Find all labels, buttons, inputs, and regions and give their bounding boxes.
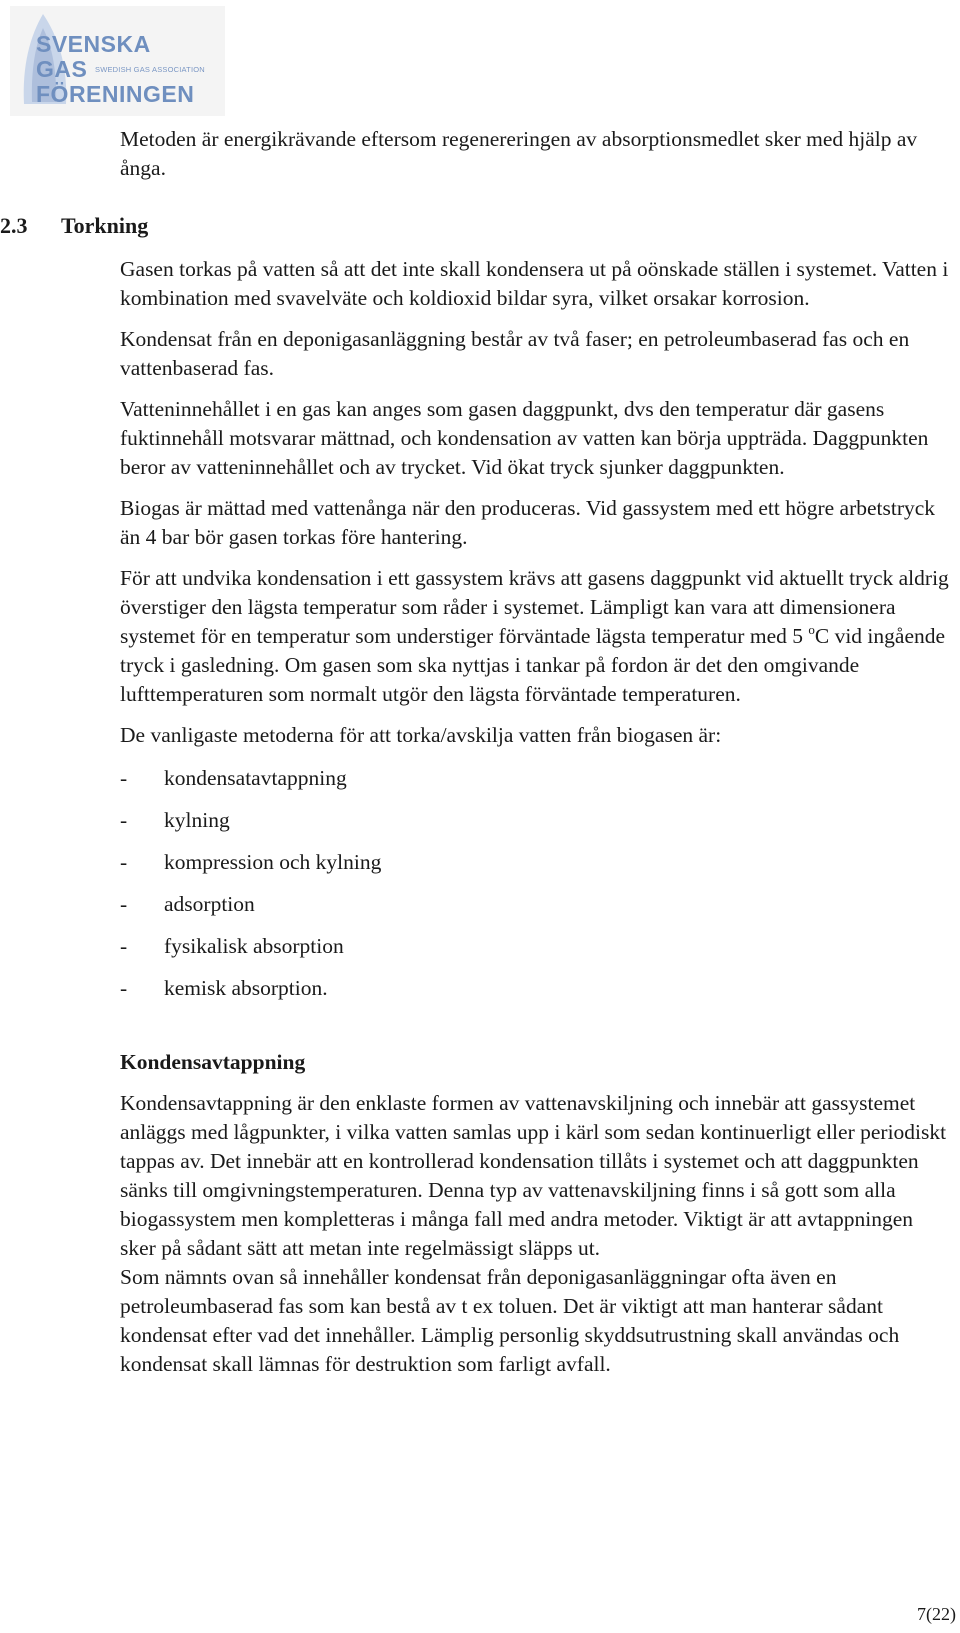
list-dash: - xyxy=(120,976,128,1000)
list-dash: - xyxy=(120,850,128,874)
list-item-text: adsorption xyxy=(164,892,255,916)
logo-line-2: GAS xyxy=(36,56,88,82)
methods-list xyxy=(120,764,950,1016)
list-item xyxy=(120,848,950,890)
temperature-paragraph xyxy=(120,564,950,709)
list-item xyxy=(120,764,950,806)
paragraph: Gasen torkas på vatten så att det inte skall kondensera ut på oönskade ställen i systemet. Vatten i kombination med svavelväte och koldioxid bildar syra, vilket orsakar korrosion. xyxy=(120,257,949,310)
list-item-text: fysikalisk absorption xyxy=(164,934,344,958)
logo-subtitle: SWEDISH GAS ASSOCIATION xyxy=(95,65,205,74)
list-item-text: kondensatavtappning xyxy=(164,766,347,790)
paragraph: Biogas är mättad med vattenånga när den produceras. Vid gassystem med ett högre arbetstryck än 4 bar bör gasen torkas före hantering. xyxy=(120,496,936,549)
section-title: Torkning xyxy=(61,213,149,238)
list-item xyxy=(120,806,950,848)
paragraph: Kondensat från en deponigasanläggning består av två faser; en petroleumbaserad fas och en vattenbaserad fas. xyxy=(120,327,910,380)
page-number: 7(22) xyxy=(917,1604,956,1624)
list-item xyxy=(120,890,950,932)
list-dash: - xyxy=(120,766,128,790)
list-dash: - xyxy=(120,808,128,832)
list-dash: - xyxy=(120,892,128,916)
list-item-text: kemisk absorption. xyxy=(164,976,328,1000)
list-item-text: kylning xyxy=(164,808,230,832)
subsection-body-2: Som nämnts ovan så innehåller kondensat från deponigasanläggningar ofta även en petroleumbaserad fas som kan bestå av t ex toluen. Det är viktigt att man hanterar sådant kondensat efter vad det innehåller. Lämplig personlig skyddsutrustning skall användas och kondensat skall lämnas för destruktion som farligt avfall. xyxy=(120,1265,900,1376)
association-logo xyxy=(10,6,225,116)
document-body xyxy=(120,125,950,1379)
section-heading-spacer xyxy=(120,195,950,255)
logo-line-1: SVENSKA xyxy=(36,31,151,57)
subsection-title: Kondensavtappning xyxy=(120,1050,306,1074)
spacer xyxy=(120,1016,950,1048)
degree-superscript: o xyxy=(808,622,815,637)
intro-paragraph: Metoden är energikrävande eftersom regenereringen av absorptionsmedlet sker med hjälp av ånga. xyxy=(120,127,918,180)
methods-intro: De vanligaste metoderna för att torka/avskilja vatten från biogasen är: xyxy=(120,723,722,747)
section-number: 2.3 xyxy=(0,213,28,238)
list-item xyxy=(120,974,950,1016)
temp-text-before: För att undvika kondensation i ett gassystem krävs att gasens daggpunkt vid aktuellt tryck aldrig överstiger den lägsta temperatur som råder i systemet. Lämpligt kan vara att dimensionera systemet för en temperatur som understiger förväntade lägsta temperatur med 5 xyxy=(120,566,949,648)
list-item-text: kompression och kylning xyxy=(164,850,382,874)
paragraph: Vatteninnehållet i en gas kan anges som gasen daggpunkt, dvs den temperatur där gasens fuktinnehåll motsvarar mättnad, och kondensation av vatten kan börja uppträda. Daggpunkten beror av vatteninnehållet och av trycket. Vid ökat tryck sjunker daggpunkten. xyxy=(120,397,929,479)
list-dash: - xyxy=(120,934,128,958)
subsection-body: Kondensavtappning är den enklaste formen av vattenavskiljning och innebär att gassystemet anläggs med lågpunkter, i vilka vatten samlas upp i kärl som sedan kontinuerligt eller periodiskt tappas av. Det innebär att en kontrollerad kondensation tillåts i systemet och att daggpunkten sänks till omgivningstemperaturen. Denna typ av vattenavskiljning finns i så gott som alla biogassystem men kompletteras i många fall med andra metoder. Viktigt är att avtappningen sker på sådant sätt att metan inte regelmässigt släpps ut. xyxy=(120,1091,947,1260)
temp-text-after: C vid ingående tryck i gasledning. Om gasen som ska nyttjas i tankar på fordon är det den omgivande lufttemperaturen som normalt utgör den lägsta förväntade temperaturen. xyxy=(120,624,946,706)
list-item xyxy=(120,932,950,974)
logo-line-3: FÖRENINGEN xyxy=(36,81,195,107)
